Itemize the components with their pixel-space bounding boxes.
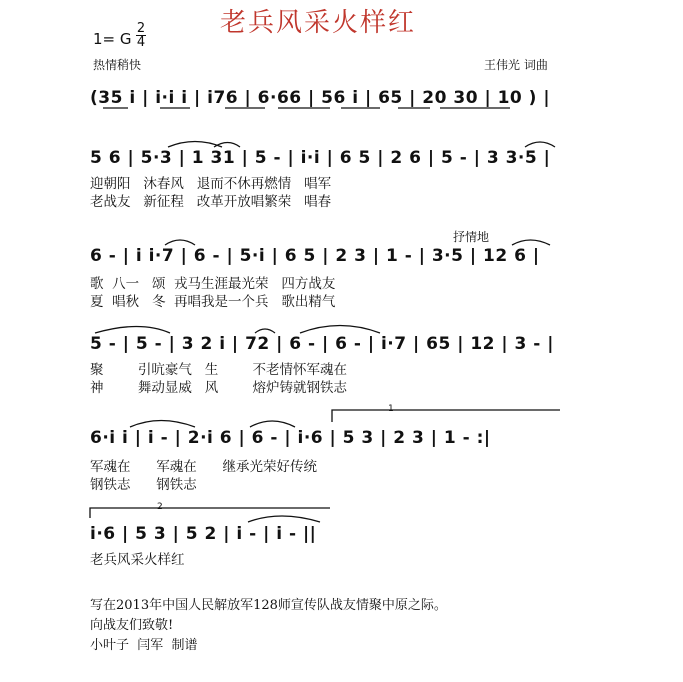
- notation-line-1: (35 i | i·i i | i76 | 6·66 | 56 i | 65 | 20 30 | 10 ) |: [90, 88, 551, 108]
- volta-1-label: 1: [388, 404, 394, 414]
- footer-arrangers: 小叶子 闫军 制谱: [90, 638, 198, 653]
- notation-line-2: 5 6 | 5·3 | 1 31 | 5 - | i·i | 6 5 | 2 6 | 5 - | 3 3·5 |: [90, 148, 551, 168]
- slur-mark: [168, 142, 222, 148]
- slur-mark: [130, 421, 195, 428]
- lyric-line-2b: 老战友 新征程 改革开放唱繁荣 唱春: [90, 194, 332, 210]
- key-signature: 1= G: [93, 30, 132, 48]
- volta-2-label: 2: [157, 502, 163, 512]
- lyric-line-4a: 聚 引吭豪气 生 不老情怀军魂在: [90, 362, 348, 378]
- lyric-line-5b: 钢铁志 钢铁志: [90, 477, 197, 493]
- slur-mark: [95, 327, 170, 334]
- slur-mark: [214, 143, 240, 148]
- lyric-line-3b: 夏 唱秋 冬 再唱我是一个兵 歌出精气: [90, 294, 336, 310]
- lyric-line-6: 老兵风采火样红: [90, 552, 185, 568]
- slur-mark: [512, 240, 550, 245]
- tempo-marking: 热情稍快: [93, 58, 142, 72]
- lyric-line-5a: 军魂在 军魂在 继承光荣好传统: [90, 459, 317, 475]
- time-signature-bottom: 4: [136, 35, 146, 50]
- slur-mark: [525, 142, 555, 147]
- lyric-line-3a: 歌 八一 颂 戎马生涯最光荣 四方战友: [90, 276, 336, 292]
- slur-mark: [250, 421, 295, 427]
- lyric-line-2a: 迎朝阳 沐春风 退而不休再燃情 唱军: [90, 176, 332, 192]
- slur-mark: [248, 516, 320, 522]
- composer-credit: 王伟光 词曲: [484, 58, 548, 72]
- notation-line-3: 6 - | i i·7 | 6 - | 5·i | 6 5 | 2 3 | 1 - | 3·5 | 12 6 |: [90, 246, 540, 266]
- slur-mark: [165, 240, 195, 245]
- slur-mark: [255, 329, 275, 333]
- notation-line-6: i·6 | 5 3 | 5 2 | i - | i - ||: [90, 524, 317, 544]
- time-signature-top: 2: [136, 21, 146, 36]
- slur-mark: [300, 326, 380, 334]
- notation-line-4: 5 - | 5 - | 3 2 i | 72 | 6 - | 6 - | i·7 | 65 | 12 | 3 - |: [90, 334, 554, 354]
- song-title: 老兵风采火样红: [220, 8, 417, 38]
- notation-line-5: 6·i i | i - | 2·i 6 | 6 - | i·6 | 5 3 | 2 3 | 1 - :|: [90, 428, 491, 448]
- volta-bracket-1: [332, 410, 560, 422]
- footer-note: 写在2013年中国人民解放军128师宣传队战友情聚中原之际。: [90, 598, 447, 613]
- expression-marking: 抒情地: [453, 230, 490, 244]
- footer-dedication: 向战友们致敬!: [90, 618, 174, 633]
- lyric-line-4b: 神 舞动显威 风 熔炉铸就钢铁志: [90, 380, 348, 396]
